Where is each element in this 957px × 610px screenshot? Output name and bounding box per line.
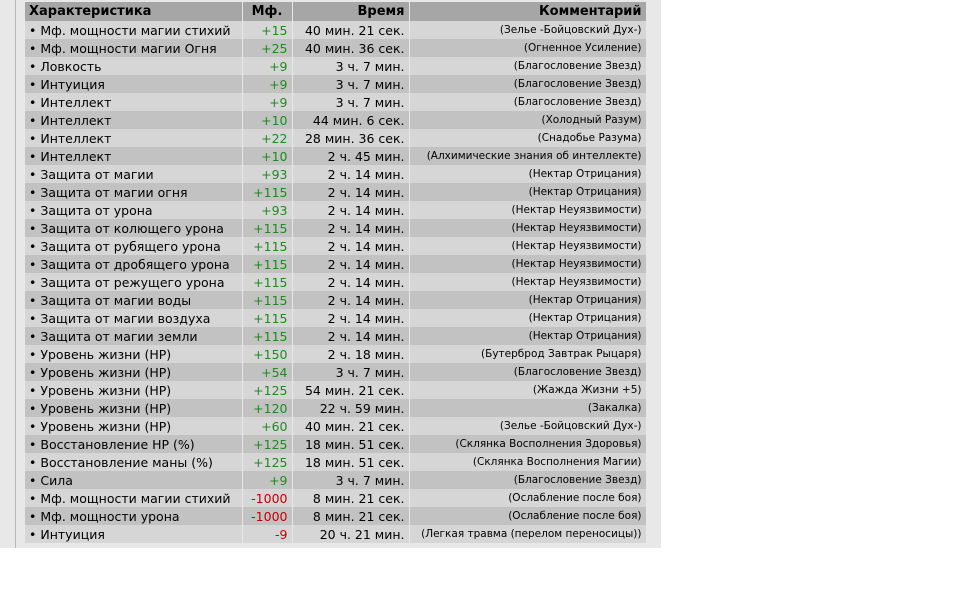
mf-value-cell: +9 [242,75,292,93]
mf-value-cell: +54 [242,363,292,381]
mf-value-cell: +93 [242,201,292,219]
mf-value-cell: +115 [242,327,292,345]
table-row [25,57,646,75]
characteristic-cell [25,291,242,309]
mf-value-cell: +22 [242,129,292,147]
table-row [25,165,646,183]
mf-value-cell: +15 [242,21,292,39]
table-row [25,309,646,327]
header-characteristic: Характеристика [25,2,242,21]
characteristic-label: Мф. мощности магии стихий [40,22,231,38]
table-row [25,255,646,273]
characteristic-label: Уровень жизни (HP) [40,382,172,398]
comment-cell: (Нектар Неуязвимости) [409,255,646,273]
characteristic-cell [25,165,242,183]
bullet-icon: • [29,238,37,254]
comment-cell: (Легкая травма (перелом переносицы)) [409,525,646,543]
bullet-icon: • [29,490,37,506]
time-remaining-cell: 2 ч. 18 мин. [292,345,409,363]
characteristic-cell [25,147,242,165]
bullet-icon: • [29,364,37,380]
comment-cell: (Нектар Неуязвимости) [409,237,646,255]
bullet-icon: • [29,472,37,488]
comment-cell: (Ослабление после боя) [409,489,646,507]
panel-divider [15,0,16,548]
characteristic-cell [25,273,242,291]
characteristic-label: Защита от режущего урона [40,274,225,290]
table-row [25,93,646,111]
comment-cell: (Склянка Восполнения Магии) [409,453,646,471]
characteristic-cell [25,183,242,201]
time-remaining-cell: 28 мин. 36 сек. [292,129,409,147]
bullet-icon: • [29,256,37,272]
bullet-icon: • [29,220,37,236]
mf-value-cell: +9 [242,471,292,489]
comment-cell: (Нектар Отрицания) [409,183,646,201]
characteristic-cell [25,309,242,327]
bullet-icon: • [29,346,37,362]
mf-value-cell: +115 [242,183,292,201]
characteristic-label: Защита от дробящего урона [40,256,230,272]
time-remaining-cell: 2 ч. 14 мин. [292,291,409,309]
comment-cell: (Зелье -Бойцовский Дух-) [409,21,646,39]
characteristic-cell [25,129,242,147]
characteristic-cell [25,471,242,489]
mf-value-cell: +60 [242,417,292,435]
time-remaining-cell: 40 мин. 21 сек. [292,417,409,435]
table-row [25,381,646,399]
bullet-icon: • [29,454,37,470]
time-remaining-cell: 2 ч. 14 мин. [292,237,409,255]
characteristic-label: Мф. мощности урона [40,508,180,524]
comment-cell: (Нектар Отрицания) [409,309,646,327]
table-row [25,183,646,201]
characteristic-label: Защита от магии земли [40,328,198,344]
bullet-icon: • [29,382,37,398]
characteristic-cell [25,39,242,57]
characteristic-cell [25,57,242,75]
comment-cell: (Зелье -Бойцовский Дух-) [409,417,646,435]
comment-cell: (Нектар Неуязвимости) [409,201,646,219]
characteristic-cell [25,453,242,471]
characteristic-label: Защита от рубящего урона [40,238,221,254]
table-header-row [25,2,646,21]
characteristic-cell [25,93,242,111]
table-row [25,399,646,417]
time-remaining-cell: 20 ч. 21 мин. [292,525,409,543]
header-comment: Комментарий [409,2,646,21]
table-row [25,219,646,237]
characteristic-label: Мф. мощности магии Огня [40,40,217,56]
characteristic-label: Защита от магии воздуха [40,310,211,326]
table-row [25,129,646,147]
mf-value-cell: +93 [242,165,292,183]
characteristic-label: Защита от магии огня [40,184,188,200]
characteristic-label: Защита от колющего урона [40,220,224,236]
bullet-icon: • [29,436,37,452]
time-remaining-cell: 2 ч. 14 мин. [292,183,409,201]
comment-cell: (Алхимические знания об интеллекте) [409,147,646,165]
time-remaining-cell: 18 мин. 51 сек. [292,453,409,471]
time-remaining-cell: 40 мин. 36 сек. [292,39,409,57]
bullet-icon: • [29,328,37,344]
characteristic-label: Интеллект [40,130,112,146]
table-row [25,327,646,345]
characteristic-cell [25,489,242,507]
header-time: Время [292,2,409,21]
comment-cell: (Бутерброд Завтрак Рыцаря) [409,345,646,363]
table-row [25,273,646,291]
characteristic-label: Уровень жизни (HP) [40,346,172,362]
characteristic-label: Сила [40,472,73,488]
comment-cell: (Снадобье Разума) [409,129,646,147]
characteristic-cell [25,75,242,93]
bullet-icon: • [29,274,37,290]
bullet-icon: • [29,508,37,524]
mf-value-cell: +150 [242,345,292,363]
table-row [25,39,646,57]
bullet-icon: • [29,184,37,200]
mf-value-cell: +125 [242,435,292,453]
table-row [25,237,646,255]
characteristic-cell [25,399,242,417]
table-row [25,507,646,525]
table-row [25,471,646,489]
comment-cell: (Благословение Звезд) [409,471,646,489]
time-remaining-cell: 2 ч. 14 мин. [292,255,409,273]
bullet-icon: • [29,22,37,38]
mf-value-cell: +9 [242,93,292,111]
comment-cell: (Ослабление после боя) [409,507,646,525]
comment-cell: (Нектар Отрицания) [409,291,646,309]
table-row [25,363,646,381]
mf-value-cell: +115 [242,219,292,237]
time-remaining-cell: 2 ч. 14 мин. [292,165,409,183]
characteristic-cell [25,525,242,543]
mf-value-cell: +115 [242,291,292,309]
time-remaining-cell: 22 ч. 59 мин. [292,399,409,417]
table-row [25,75,646,93]
time-remaining-cell: 2 ч. 45 мин. [292,147,409,165]
mf-value-cell: +10 [242,111,292,129]
bullet-icon: • [29,310,37,326]
mf-value-cell: +10 [242,147,292,165]
characteristic-label: Уровень жизни (HP) [40,418,172,434]
table-row [25,489,646,507]
characteristic-label: Интеллект [40,148,112,164]
bullet-icon: • [29,148,37,164]
mf-value-cell: +125 [242,381,292,399]
characteristic-label: Защита от урона [40,202,153,218]
bullet-icon: • [29,112,37,128]
characteristic-label: Защита от магии воды [40,292,192,308]
time-remaining-cell: 2 ч. 14 мин. [292,219,409,237]
bullet-icon: • [29,400,37,416]
time-remaining-cell: 3 ч. 7 мин. [292,471,409,489]
comment-cell: (Огненное Усиление) [409,39,646,57]
table-row [25,417,646,435]
mf-value-cell: +115 [242,237,292,255]
characteristic-label: Интуиция [40,526,105,542]
time-remaining-cell: 2 ч. 14 мин. [292,309,409,327]
characteristic-label: Ловкость [40,58,102,74]
time-remaining-cell: 2 ч. 14 мин. [292,273,409,291]
characteristic-cell [25,219,242,237]
characteristic-cell [25,345,242,363]
bullet-icon: • [29,130,37,146]
mf-value-cell: -1000 [242,489,292,507]
mf-value-cell: +125 [242,453,292,471]
time-remaining-cell: 3 ч. 7 мин. [292,363,409,381]
characteristic-label: Уровень жизни (HP) [40,364,172,380]
time-remaining-cell: 3 ч. 7 мин. [292,75,409,93]
effects-table [25,2,647,543]
characteristic-cell [25,363,242,381]
bullet-icon: • [29,166,37,182]
time-remaining-cell: 54 мин. 21 сек. [292,381,409,399]
bullet-icon: • [29,94,37,110]
time-remaining-cell: 3 ч. 7 мин. [292,57,409,75]
mf-value-cell: +120 [242,399,292,417]
comment-cell: (Жажда Жизни +5) [409,381,646,399]
time-remaining-cell: 8 мин. 21 сек. [292,489,409,507]
time-remaining-cell: 18 мин. 51 сек. [292,435,409,453]
characteristic-label: Восстановление маны (%) [40,454,213,470]
characteristic-cell [25,435,242,453]
characteristic-cell [25,111,242,129]
comment-cell: (Склянка Восполнения Здоровья) [409,435,646,453]
bullet-icon: • [29,418,37,434]
table-row [25,453,646,471]
mf-value-cell: +115 [242,273,292,291]
comment-cell: (Благословение Звезд) [409,75,646,93]
comment-cell: (Благословение Звезд) [409,93,646,111]
comment-cell: (Закалка) [409,399,646,417]
characteristic-cell [25,201,242,219]
time-remaining-cell: 8 мин. 21 сек. [292,507,409,525]
table-row [25,147,646,165]
characteristic-label: Восстановление HP (%) [40,436,195,452]
table-row [25,291,646,309]
table-row [25,435,646,453]
time-remaining-cell: 2 ч. 14 мин. [292,327,409,345]
characteristic-cell [25,381,242,399]
characteristic-label: Интеллект [40,112,112,128]
bullet-icon: • [29,526,37,542]
characteristic-label: Мф. мощности магии стихий [40,490,231,506]
table-row [25,345,646,363]
comment-cell: (Холодный Разум) [409,111,646,129]
comment-cell: (Благословение Звезд) [409,363,646,381]
table-row [25,111,646,129]
characteristic-cell [25,417,242,435]
comment-cell: (Нектар Отрицания) [409,165,646,183]
table-row [25,201,646,219]
bullet-icon: • [29,58,37,74]
time-remaining-cell: 40 мин. 21 сек. [292,21,409,39]
characteristic-label: Уровень жизни (HP) [40,400,172,416]
characteristic-cell [25,255,242,273]
characteristic-label: Защита от магии [40,166,154,182]
characteristic-label: Интуиция [40,76,105,92]
characteristic-cell [25,237,242,255]
table-row [25,525,646,543]
mf-value-cell: +115 [242,309,292,327]
characteristic-cell [25,327,242,345]
header-mf: Мф. [242,2,292,21]
bullet-icon: • [29,40,37,56]
bullet-icon: • [29,202,37,218]
time-remaining-cell: 2 ч. 14 мин. [292,201,409,219]
mf-value-cell: -1000 [242,507,292,525]
mf-value-cell: -9 [242,525,292,543]
mf-value-cell: +9 [242,57,292,75]
bullet-icon: • [29,76,37,92]
mf-value-cell: +115 [242,255,292,273]
mf-value-cell: +25 [242,39,292,57]
characteristic-cell [25,21,242,39]
time-remaining-cell: 3 ч. 7 мин. [292,93,409,111]
comment-cell: (Нектар Неуязвимости) [409,219,646,237]
table-row [25,21,646,39]
characteristic-cell [25,507,242,525]
comment-cell: (Нектар Неуязвимости) [409,273,646,291]
bullet-icon: • [29,292,37,308]
effects-table-body [25,21,646,543]
comment-cell: (Нектар Отрицания) [409,327,646,345]
comment-cell: (Благословение Звезд) [409,57,646,75]
characteristic-label: Интеллект [40,94,112,110]
time-remaining-cell: 44 мин. 6 сек. [292,111,409,129]
